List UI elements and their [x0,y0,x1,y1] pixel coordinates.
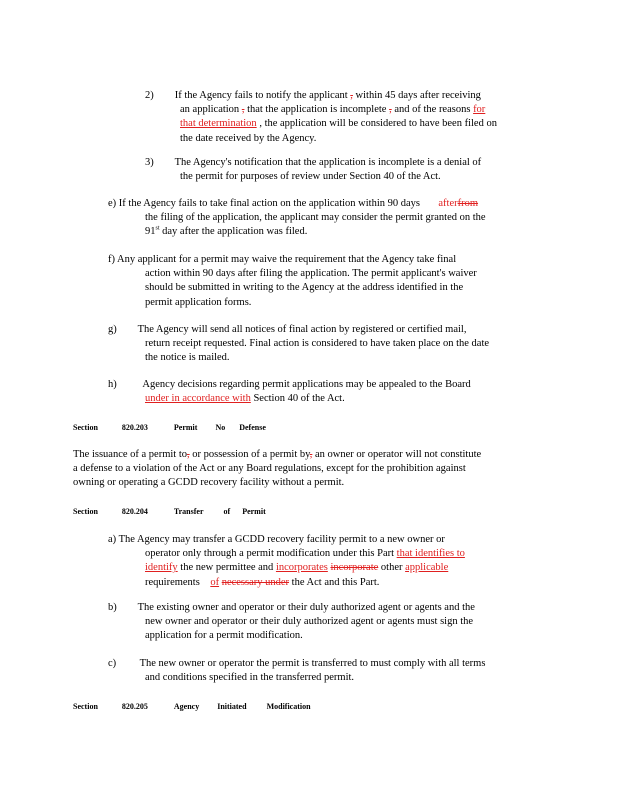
item-text: and conditions specified in the transferred permit. [145,672,355,684]
section-label: Section [73,423,98,432]
item-f [108,253,548,310]
deleted-text: incorporate [330,562,379,574]
item-text: the permit for purposes of review under Section 40 of the Act. [180,171,441,183]
section-title: Permit [242,507,266,516]
section-title: Initiated [217,702,247,711]
item-text: operator only through a permit modification under this Part [145,548,395,560]
item-d2 [145,89,545,146]
item-text: the notice is mailed. [145,352,230,364]
section-label: Section [73,507,98,516]
item-text: , the application will be considered to have been filed on [259,118,497,130]
paragraph-text: an owner or operator will not constitute [314,449,482,460]
item-text: The Agency will send all notices of final action by registered or certified mail, [137,324,467,335]
item-number: 2) [145,90,154,101]
item-text: The Agency's notification that the application is incomplete is a denial of [174,157,482,168]
paragraph-203 [73,448,543,491]
item-text: Section 40 of the Act. [253,393,345,405]
item-e [108,197,548,240]
item-text: application for a permit modification. [145,630,303,642]
item-number: c) [108,658,117,669]
paragraph-text: owning or operating a GCDD recovery facility without a permit. [73,477,345,489]
section-heading-205 [73,702,311,711]
item-text: 91 [145,226,156,238]
item-text: an application [180,104,240,116]
item-204a [108,533,548,590]
deleted-text: , [389,104,392,116]
deleted-text: from [457,198,479,209]
item-d3 [145,156,545,184]
item-text: other [380,562,403,574]
item-text: day after the application was filed. [162,226,308,238]
section-number: 820.204 [121,507,148,516]
item-number: b) [108,602,117,613]
item-text: If the Agency fails to notify the applicant [174,90,348,101]
item-text: within 45 days after receiving [355,90,481,101]
item-text: the date received by the Agency. [180,132,317,144]
inserted-text: of [210,576,220,588]
item-text: The existing owner and operator or their duly authorized agent or agents and the [137,602,475,613]
item-text: Agency decisions regarding permit applications may be appealed to the Board [142,379,471,390]
section-label: Section [73,702,98,711]
section-number: 820.203 [121,423,148,432]
ordinal-suffix: st [155,225,160,232]
section-title: Transfer [173,507,204,516]
item-text: requirements [145,576,200,588]
inserted-text: under in accordance with [145,393,251,405]
inserted-text: identify [145,562,178,574]
item-text: the filing of the application, the applicant may consider the permit granted on the [145,212,486,224]
paragraph-text: The issuance of a permit to [73,449,188,460]
item-text: the new permittee and [180,562,274,574]
section-title: Modification [266,702,311,711]
inserted-text: for [473,104,486,116]
section-number: 820.205 [121,702,148,711]
item-text: permit application forms. [145,296,252,308]
section-title: Defense [239,423,266,432]
item-text: that the application is incomplete [247,104,387,116]
section-title: Permit [173,423,198,432]
item-text: a) The Agency may transfer a GCDD recovery facility permit to a new owner or [108,534,445,545]
item-text: action within 90 days after filing the application. The permit applicant's waiver [145,268,477,280]
section-heading-204 [73,507,266,516]
item-text: return receipt requested. Final action is considered to have taken place on the date [145,338,490,350]
inserted-text: that determination [180,118,257,130]
item-h [108,378,548,406]
item-text: e) If the Agency fails to take final action on the application within 90 days [108,198,420,209]
deleted-text: necessary under [221,576,290,588]
item-number: 3) [145,157,154,168]
paragraph-text: or possession of a permit by [192,449,310,460]
inserted-text: applicable [405,562,449,574]
inserted-text: that identifies to [396,548,465,560]
section-title: No [215,423,226,432]
item-text: and of the reasons [394,104,471,116]
section-title: Agency [173,702,200,711]
item-204c [108,657,548,685]
paragraph-text: a defense to a violation of the Act or any Board regulations, except for the prohibition against [73,463,466,475]
deleted-text: , [309,449,313,460]
section-title: of [223,507,231,516]
deleted-text: , [187,449,190,460]
deleted-text: , [241,104,245,116]
item-text: new owner and operator or their duly authorized agent or agents must sign the [145,616,474,628]
inserted-text: after [438,198,458,209]
item-number: g) [108,324,117,335]
item-204b [108,601,548,644]
deleted-text: , [350,90,353,101]
item-number: h) [108,379,117,390]
item-g [108,323,548,366]
item-text: the Act and this Part. [291,576,380,588]
item-text: should be submitted in writing to the Agency at the address identified in the [145,282,464,294]
section-heading-203 [73,423,266,432]
item-text: f) Any applicant for a permit may waive the requirement that the Agency take final [108,254,457,265]
inserted-text: incorporates [275,562,328,574]
item-text: The new owner or operator the permit is transferred to must comply with all terms [139,658,486,669]
